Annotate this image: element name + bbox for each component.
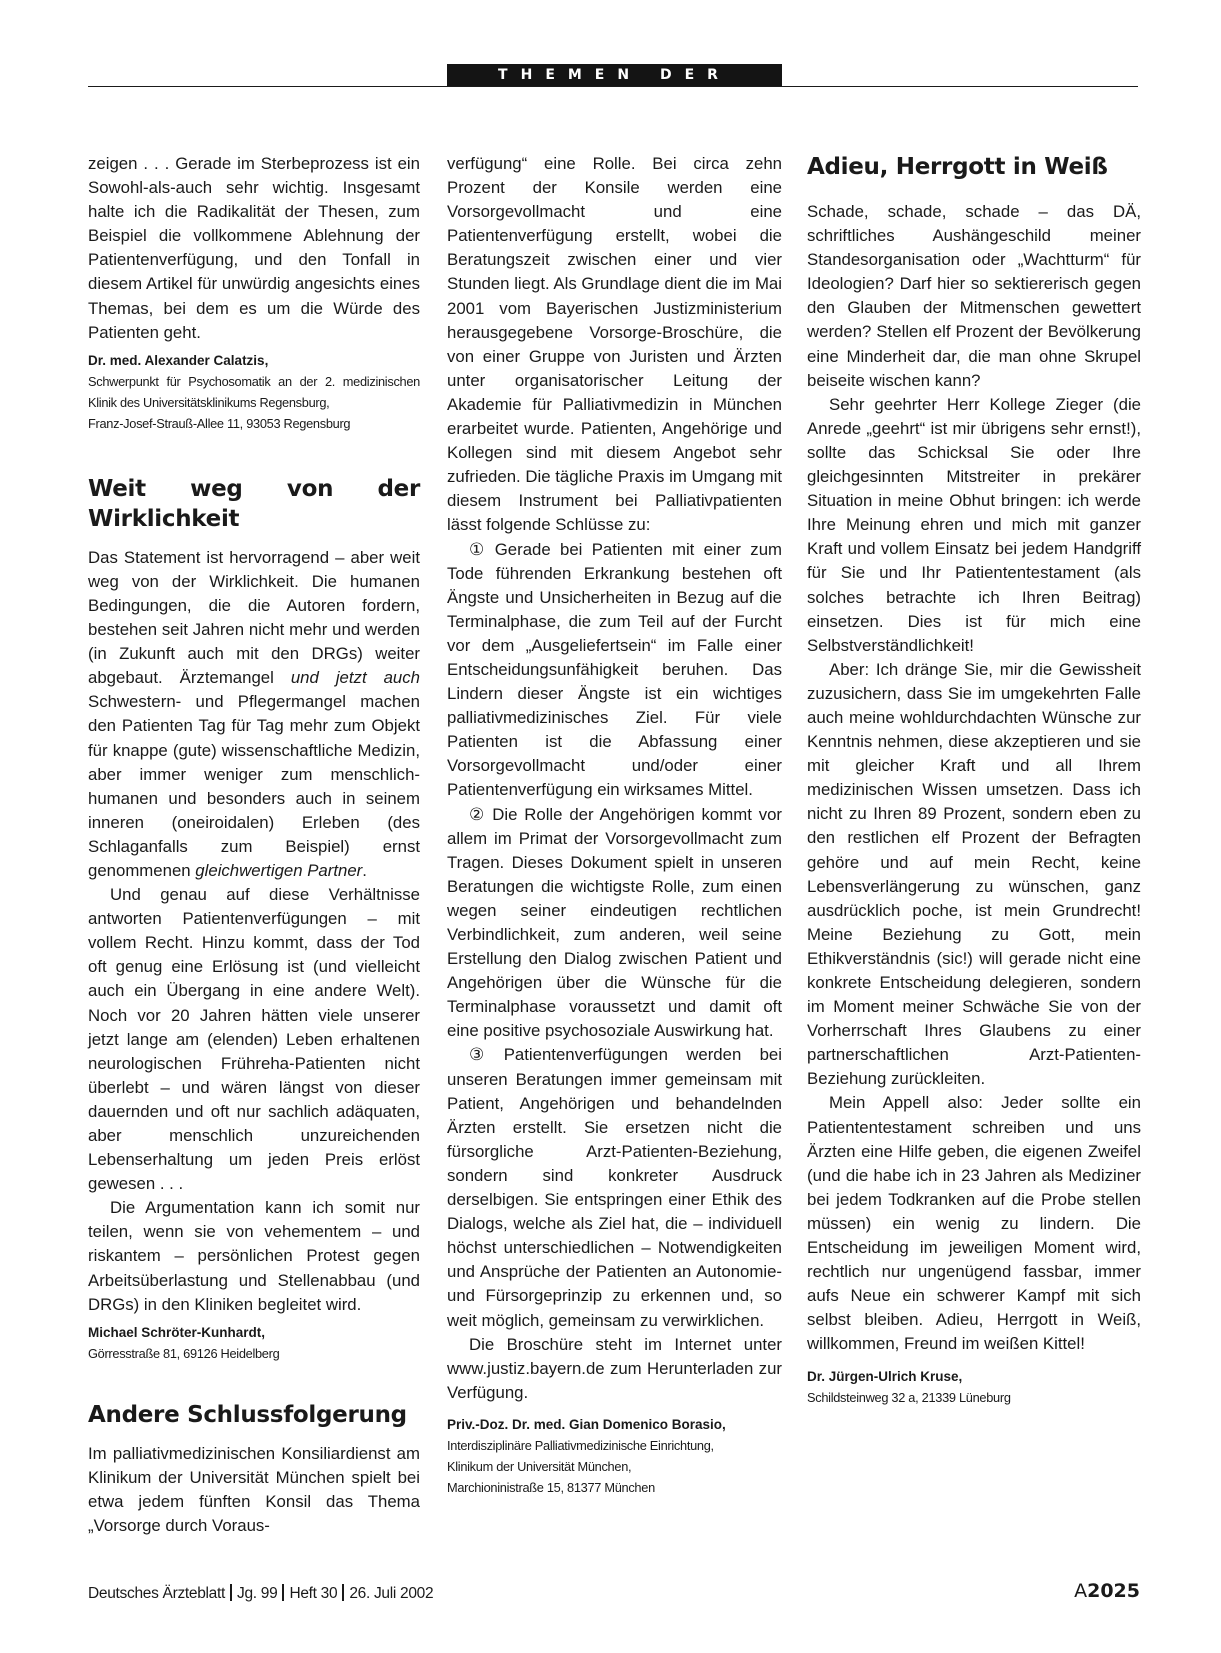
affiliation-line: Marchioninistraße 15, 81377 München [447,1479,655,1495]
author-name: Priv.-Doz. Dr. med. Gian Domenico Borasio, [447,1416,726,1432]
text-run: . [362,860,367,880]
page-prefix: A [1074,1580,1088,1602]
affiliation-line: Schwerpunkt für Psychosomatik an der 2. medizinischen Klinik des Universitätsklinikums Regensburg, [88,373,420,410]
author-affiliation [447,1435,782,1498]
letter-paragraph: Und genau auf diese Verhältnisse antworten Patientenverfügungen – mit vollem Recht. Hinzu kommt, dass der Tod oft genug eine Erlösung ist (und vielleicht auch ein Übergang in eine andere Welt). Noch vor 20 Jahren hätten viele unserer jetzt lange am (elenden) Leben erhaltenen neurologischen Frühreha-Patienten nicht überlebt – und wären längst von dieser dauernden und oft nur sachlich adäquaten, aber menschlich unzureichenden Lebenserhaltung um jeden Preis erlöst gewesen . . . [88,885,420,1194]
number-marker: ① [469,539,489,559]
text-run: Das Statement ist hervorragend – aber weit weg von der Wirklichkeit. Die humanen Bedingungen, die die Autoren fordern, bestehen seit Jahren nicht mehr und werden (in Zukunft auch mit den DRGs) weiter abgebaut. Ärztemangel [88,547,420,688]
section-header: THEMEN DER ZEIT [447,64,782,86]
page-number-value: 2025 [1087,1580,1140,1602]
letter-heading: Weit weg von der Wirklichkeit [88,475,420,532]
number-marker: ③ [469,1045,498,1065]
letter-heading: Adieu, Herrgott in Weiß [807,154,1108,180]
journal-name: Deutsches Ärzteblatt [88,1585,226,1602]
emphasis-text: und jetzt auch [290,668,420,688]
letter-continuation: zeigen . . . Gerade im Sterbeprozess ist ein Sowohl-als-auch sehr wichtig. Insgesamt halte ich die Radikalität der Thesen, zum Beispiel die vollkommene Ablehnung der Patientenverfügung, und den Tonfall in diesem Artikel für unwürdig angesichts eines Themas, bei dem es um die Würde des Patienten geht. [88,154,420,342]
letter-paragraph: verfügung“ eine Rolle. Bei circa zehn Prozent der Konsile werden eine Vorsorgevollmacht und eine Patientenverfügung erstellt, wobei die Beratungszeit zwischen einer und vier Stunden liegt. Als Grundlage dient die im Mai 2001 vom Bayerischen Justizministerium herausgegebene Vorsorge-Broschüre, die von einer Gruppe von Juristen und Ärzten unter organisatorischer Leitung der Akademie für Palliativmedizin in München erarbeitet wurde. Patienten, Angehörige und Kollegen sind mit diesem Angebot sehr zufrieden. Die tägliche Praxis im Umgang mit diesem Instrument bei Palliativpatienten lässt folgende Schlüsse zu: [447,154,782,535]
journal-date: 26. Juli 2002 [349,1585,434,1602]
column-2 [447,152,782,1498]
letter-paragraph: Sehr geehrter Herr Kollege Zieger (die Anrede „geehrt“ ist mir übrigens sehr ernst!), sollte das Schicksal Sie oder Ihre gleichgesinnten Mitstreiter in prekärer Situation in meine Obhut bringen: ich werde Ihre Meinung ehren und mich mit ganzer Kraft und vollem Einsatz bei jedem Handgriff für Sie und Ihr Patiententestament (als solches betrachte ich Ihren Beitrag) einsetzen. Dies ist für mich eine Selbstverständlichkeit! [807,394,1141,655]
numbered-paragraph [447,803,782,1044]
affiliation-line: Franz-Josef-Strauß-Allee 11, 93053 Regensburg [88,415,351,431]
affiliation-line: Interdisziplinäre Palliativmedizinische Einrichtung, [447,1437,714,1453]
numbered-paragraph [447,538,782,803]
author-affiliation: Görresstraße 81, 69126 Heidelberg [88,1345,280,1361]
text-run: Schwestern- und Pflegermangel machen den Patienten Tag für Tag mehr zum Objekt für knappe (gute) wissenschaftliche Medizin, aber immer weniger zum menschlich-humanen und besonders auch in seinem inneren (oneiroidalen) Erleben (des Schlaganfalls zum Beispiel) ernst genommenen [88,692,420,880]
author-name: Michael Schröter-Kunhardt, [88,1324,266,1340]
text-run: Gerade bei Patienten mit einer zum Tode führenden Erkrankung bestehen oft Ängste und Unsicherheiten in Bezug auf die Terminalphase, die zum Teil auf der Furcht vor dem „Ausgeliefertsein“ im Falle einer Entscheidungsunfähigkeit beruhen. Das Lindern dieser Ängste ist ein wichtiges palliativmedizinisches Ziel. Für viele Patienten ist die Abfassung einer Vorsorgevollmacht und/oder einer Patientenverfügung ein wirksames Mittel. [447,539,783,800]
column-3 [807,152,1141,1408]
letter-paragraph: Im palliativmedizinischen Konsiliardienst am Klinikum der Universität München spielt bei etwa jedem fünften Konsil das Thema „Vorsorge durch Voraus- [88,1443,420,1536]
author-name: Dr. med. Alexander Calatzis, [88,352,269,368]
footer-separator [230,1584,232,1601]
letter-paragraph: Mein Appell also: Jeder sollte ein Patiententestament schreiben und uns Ärzten eine Hilfe geben, die eigenen Zweifel (und die habe ich in 23 Jahren als Mediziner bei jedem Todkranken auf die Probe stellen müssen) ein wenig zu lindern. Die Entscheidung im jeweiligen Moment wird, rechtlich nur ungenügend fassbar, immer aufs Neue ein schwerer Kampf mit sich selbst bleiben. Adieu, Herrgott in Weiß, willkommen, Freund im weißen Kittel! [807,1093,1141,1354]
footer-separator [342,1584,344,1601]
affiliation-line: Klinikum der Universität München, [447,1458,632,1474]
author-affiliation: Schildsteinweg 32 a, 21339 Lüneburg [807,1389,1011,1405]
letter-paragraph: Die Argumentation kann ich somit nur teilen, wenn sie von vehementem – und riskantem – persönlichen Protest gegen Arbeitsüberlastung und Stellenabbau (und DRGs) in den Kliniken begleitet wird. [88,1198,420,1314]
letter-paragraph: Schade, schade, schade – das DÄ, schriftliches Aushängeschild meiner Standesorganisation oder „Wachtturm“ für Ideologien? Darf hier so sektiererisch gegen den Glauben der Mitmenschen gewettert werden? Stellen elf Prozent der Bevölkerung eine Minderheit dar, die man ohne Skrupel beiseite wischen kann? [807,202,1141,390]
journal-issue: Heft 30 [289,1585,338,1602]
text-run: Patientenverfügungen werden bei unseren Beratungen immer gemeinsam mit Patient, Angehörigen und behandelnden Ärzten erstellt. Sie ersetzen nicht die fürsorgliche Arzt-Patienten-Beziehung, sondern sind konkreter Ausdruck derselbigen. Sie entspringen einer Ethik des Dialogs, welche als Ziel hat, die – individuell höchst unterschiedlichen – Notwendigkeiten und Ansprüche der Patienten an Autonomie- und Fürsorgeprinzip zu erkennen und, so weit möglich, gemeinsam zu verwirklichen. [447,1045,782,1330]
letter-paragraph: Aber: Ich dränge Sie, mir die Gewissheit zuzusichern, dass Sie im umgekehrten Falle auch meine wohldurchdachten Wünsche zur Kenntnis nehmen, diese akzeptieren und sie mit gleicher Kraft und all Ihrem medizinischen Wissen umsetzen. Dass ich nicht zu Ihren 89 Prozent, sondern eben zu den restlichen elf Prozent der Befragten gehöre und auf mein Recht, keine Lebensverlängerung zu wünschen, ganz ausdrücklich poche, ist mein Grundrecht! Meine Beziehung zu Gott, mein Ethikverständnis (sic!) will gerade nicht eine konkrete Entscheidung delegieren, sondern im Moment meiner Schwäche Sie von der Vorherrschaft Ihres Glaubens zu einer partnerschaftlichen Arzt-Patienten-Beziehung zurückleiten. [807,659,1141,1089]
journal-volume: Jg. 99 [237,1585,278,1602]
letter-paragraph: Die Broschüre steht im Internet unter www.justiz.bayern.de zum Herunterladen zur Verfügung. [447,1334,782,1402]
emphasis-text: gleichwertigen Partner [195,860,363,880]
author-affiliation [88,371,420,434]
page-number [1074,1580,1140,1602]
header-rule [88,86,1138,87]
numbered-paragraph [447,1043,782,1332]
letter-paragraph [88,546,420,883]
text-run: Die Rolle der Angehörigen kommt vor allem im Primat der Vorsorgevollmacht zum Tragen. Dieses Dokument spielt in unseren Beratungen die wichtigste Rolle, zum einen wegen seiner eindeutigen rechtlichen Verbindlichkeit, zum anderen, weil seine Erstellung den Dialog zwischen Patient und Angehörigen über die Wünsche für die Terminalphase voraussetzt und damit oft eine positive psychosoziale Auswirkung hat. [447,804,783,1041]
column-1 [88,152,420,1538]
footer-separator [282,1584,284,1601]
author-name: Dr. Jürgen-Ulrich Kruse, [807,1368,963,1384]
journal-footer [88,1584,433,1603]
letter-heading: Andere Schlussfolgerung [88,1401,407,1428]
number-marker: ② [469,804,487,824]
